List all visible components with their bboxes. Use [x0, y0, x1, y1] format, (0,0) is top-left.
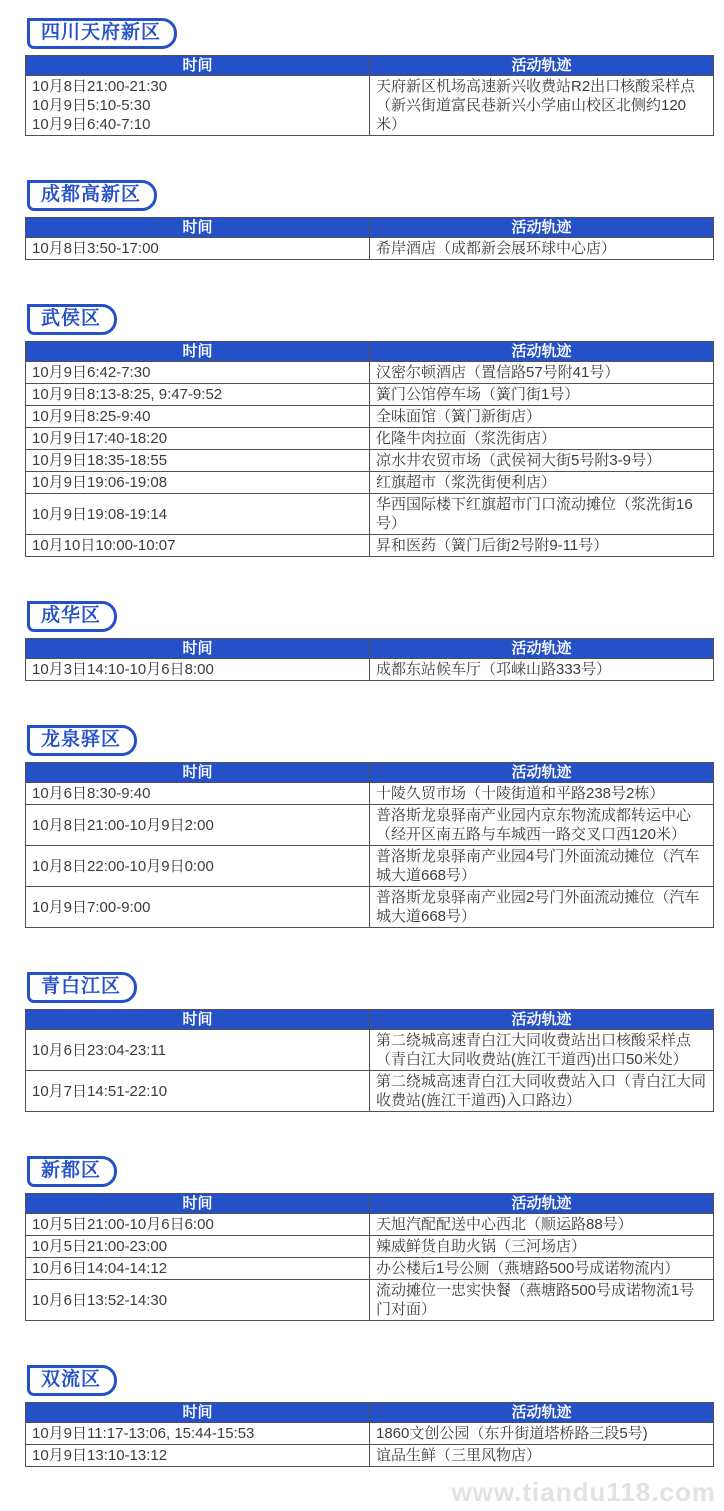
district-name: 青白江区 [41, 976, 122, 997]
activity-cell: 昇和医药（簧门后街2号附9-11号） [370, 535, 714, 557]
time-cell [26, 494, 370, 535]
activity-cell: 成都东站候车厅（邛崃山路333号） [370, 659, 714, 681]
activity-cell: 十陵久贸市场（十陵街道和平路238号2栋） [370, 783, 714, 805]
time-line: 10月9日5:10-5:30 [32, 97, 151, 114]
col-header-activity: 活动轨迹 [370, 1194, 714, 1214]
col-header-activity: 活动轨迹 [370, 56, 714, 76]
activity-cell: 天旭汽配配送中心西北（顺运路88号） [370, 1214, 714, 1236]
time-line: 10月9日8:13-8:25, 9:47-9:52 [32, 386, 223, 403]
district-section [25, 601, 714, 681]
table-body [26, 783, 714, 928]
time-line: 10月9日7:00-9:00 [32, 898, 151, 916]
time-cell [26, 535, 370, 557]
district-section [25, 1365, 714, 1467]
time-cell [26, 238, 370, 260]
table-header-row [26, 56, 714, 76]
table-row [26, 805, 714, 846]
activity-table [25, 341, 714, 557]
time-line: 10月9日17:40-18:20 [32, 430, 168, 447]
time-line: 10月5日21:00-23:00 [32, 1238, 168, 1255]
table-header-row [26, 1010, 714, 1030]
col-header-activity: 活动轨迹 [370, 1403, 714, 1423]
activity-cell: 谊品生鲜（三里风物店） [370, 1445, 714, 1467]
col-header-activity: 活动轨迹 [370, 342, 714, 362]
col-header-time: 时间 [26, 218, 370, 238]
activity-cell: 华西国际楼下红旗超市门口流动摊位（浆洗街16号） [370, 494, 714, 535]
table-header-row [26, 218, 714, 238]
district-badge [27, 725, 137, 756]
time-line: 10月9日8:25-9:40 [32, 408, 151, 425]
district-badge [27, 18, 177, 49]
district-badge [27, 601, 117, 632]
activity-cell: 第二绕城高速青白江大同收费站出口核酸采样点（青白江大同收费站(旌江干道西)出口50米处） [370, 1030, 714, 1071]
table-row [26, 846, 714, 887]
time-line: 10月9日6:42-7:30 [32, 364, 151, 381]
activity-cell: 办公楼后1号公厕（燕塘路500号成诺物流内） [370, 1258, 714, 1280]
table-row [26, 659, 714, 681]
table-row [26, 450, 714, 472]
activity-cell: 希岸酒店（成都新会展环球中心店） [370, 238, 714, 260]
time-line: 10月9日6:40-7:10 [32, 116, 151, 133]
time-cell [26, 846, 370, 887]
district-section [25, 1156, 714, 1321]
time-cell [26, 1445, 370, 1467]
district-badge [27, 972, 137, 1003]
table-body [26, 1423, 714, 1467]
time-cell [26, 428, 370, 450]
district-name: 双流区 [41, 1369, 102, 1390]
activity-cell: 汉密尔顿酒店（置信路57号附41号） [370, 362, 714, 384]
time-line: 10月6日14:04-14:12 [32, 1260, 168, 1277]
district-section [25, 304, 714, 557]
table-body [26, 238, 714, 260]
time-cell [26, 1280, 370, 1321]
table-body [26, 362, 714, 557]
time-line: 10月8日21:00-21:30 [32, 78, 168, 95]
table-row [26, 1214, 714, 1236]
activity-table [25, 217, 714, 260]
time-cell [26, 659, 370, 681]
col-header-time: 时间 [26, 1010, 370, 1030]
activity-cell: 普洛斯龙泉驿南产业园2号门外面流动摊位（汽车城大道668号） [370, 887, 714, 928]
activity-cell: 天府新区机场高速新兴收费站R2出口核酸采样点（新兴街道富民巷新兴小学庙山校区北侧约120米） [370, 76, 714, 136]
table-header-row [26, 763, 714, 783]
table-body [26, 1214, 714, 1321]
activity-cell: 簧门公馆停车场（簧门街1号） [370, 384, 714, 406]
table-row [26, 1445, 714, 1467]
table-body [26, 1030, 714, 1112]
table-row [26, 1030, 714, 1071]
activity-table [25, 638, 714, 681]
table-row [26, 1071, 714, 1112]
time-cell [26, 1258, 370, 1280]
time-line: 10月9日19:08-19:14 [32, 505, 168, 523]
district-section [25, 972, 714, 1112]
district-badge [27, 304, 117, 335]
table-row [26, 472, 714, 494]
time-cell [26, 406, 370, 428]
table-row [26, 76, 714, 136]
time-line: 10月8日22:00-10月9日0:00 [32, 857, 214, 875]
district-name: 武侯区 [41, 308, 102, 329]
table-row [26, 783, 714, 805]
table-header-row [26, 639, 714, 659]
table-header-row [26, 342, 714, 362]
activity-table [25, 1009, 714, 1112]
col-header-activity: 活动轨迹 [370, 639, 714, 659]
activity-table [25, 1193, 714, 1321]
district-name: 龙泉驿区 [41, 729, 122, 750]
time-line: 10月6日8:30-9:40 [32, 785, 151, 802]
district-name: 新都区 [41, 1160, 102, 1181]
district-name: 成都高新区 [41, 184, 142, 205]
activity-cell: 普洛斯龙泉驿南产业园4号门外面流动摊位（汽车城大道668号） [370, 846, 714, 887]
table-header-row [26, 1403, 714, 1423]
col-header-activity: 活动轨迹 [370, 218, 714, 238]
table-row [26, 1236, 714, 1258]
time-cell [26, 1071, 370, 1112]
col-header-time: 时间 [26, 763, 370, 783]
time-cell [26, 362, 370, 384]
activity-cell: 辣威鲜货自助火锅（三河场店） [370, 1236, 714, 1258]
time-cell [26, 805, 370, 846]
table-row [26, 887, 714, 928]
district-section [25, 180, 714, 260]
activity-table [25, 1402, 714, 1467]
time-cell [26, 1236, 370, 1258]
time-cell [26, 472, 370, 494]
district-badge [27, 1365, 117, 1396]
col-header-time: 时间 [26, 639, 370, 659]
district-name: 四川天府新区 [41, 22, 162, 43]
table-row [26, 362, 714, 384]
district-badge [27, 1156, 117, 1187]
table-row [26, 384, 714, 406]
time-cell [26, 1423, 370, 1445]
time-cell [26, 76, 370, 136]
time-line: 10月6日23:04-23:11 [32, 1041, 166, 1059]
activity-table [25, 55, 714, 136]
activity-cell: 普洛斯龙泉驿南产业园内京东物流成都转运中心（经开区南五路与车城西一路交叉口西120米） [370, 805, 714, 846]
time-cell [26, 384, 370, 406]
table-row [26, 1280, 714, 1321]
district-name: 成华区 [41, 605, 102, 626]
col-header-activity: 活动轨迹 [370, 763, 714, 783]
table-row [26, 406, 714, 428]
district-section [25, 18, 714, 136]
col-header-time: 时间 [26, 1194, 370, 1214]
time-line: 10月5日21:00-10月6日6:00 [32, 1216, 214, 1233]
time-line: 10月9日11:17-13:06, 15:44-15:53 [32, 1425, 255, 1442]
activity-cell: 全味面馆（簧门新街店） [370, 406, 714, 428]
activity-cell: 流动摊位一忠实快餐（燕塘路500号成诺物流1号门对面） [370, 1280, 714, 1321]
table-row [26, 535, 714, 557]
activity-table [25, 762, 714, 928]
time-line: 10月6日13:52-14:30 [32, 1291, 168, 1309]
table-row [26, 1258, 714, 1280]
table-header-row [26, 1194, 714, 1214]
activity-cell: 红旗超市（浆洗街便利店） [370, 472, 714, 494]
time-cell [26, 1214, 370, 1236]
activity-cell: 1860文创公园（东升街道塔桥路三段5号) [370, 1423, 714, 1445]
time-line: 10月3日14:10-10月6日8:00 [32, 661, 214, 678]
activity-cell: 第二绕城高速青白江大同收费站入口（青白江大同收费站(旌江干道西)入口路边） [370, 1071, 714, 1112]
table-body [26, 659, 714, 681]
time-line: 10月8日3:50-17:00 [32, 240, 159, 257]
district-badge [27, 180, 157, 211]
time-cell [26, 783, 370, 805]
col-header-activity: 活动轨迹 [370, 1010, 714, 1030]
activity-cell: 化隆牛肉拉面（浆洗街店） [370, 428, 714, 450]
col-header-time: 时间 [26, 342, 370, 362]
activity-cell: 凉水井农贸市场（武侯祠大街5号附3-9号） [370, 450, 714, 472]
time-cell [26, 450, 370, 472]
table-row [26, 238, 714, 260]
time-line: 10月9日18:35-18:55 [32, 452, 168, 469]
table-body [26, 76, 714, 136]
time-line: 10月10日10:00-10:07 [32, 537, 176, 554]
watermark: www.tiandu118.com [451, 1477, 716, 1507]
time-line: 10月8日21:00-10月9日2:00 [32, 816, 214, 834]
time-line: 10月9日13:10-13:12 [32, 1447, 168, 1464]
sections-container [25, 18, 714, 1467]
time-line: 10月9日19:06-19:08 [32, 474, 168, 491]
table-row [26, 494, 714, 535]
table-row [26, 428, 714, 450]
time-line: 10月7日14:51-22:10 [32, 1082, 168, 1100]
district-section [25, 725, 714, 928]
col-header-time: 时间 [26, 56, 370, 76]
table-row [26, 1423, 714, 1445]
col-header-time: 时间 [26, 1403, 370, 1423]
time-cell [26, 887, 370, 928]
time-cell [26, 1030, 370, 1071]
